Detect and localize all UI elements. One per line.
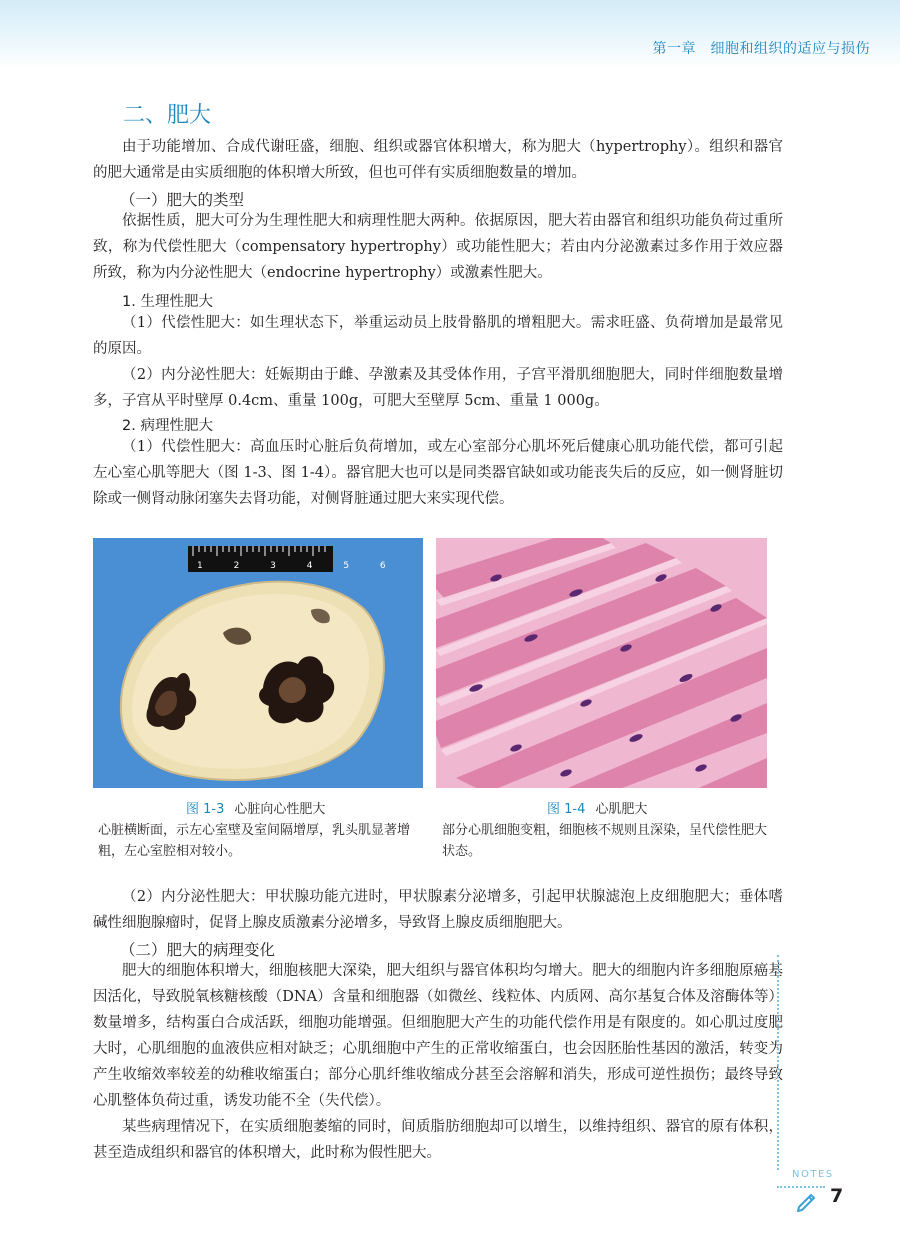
physio-item-2: （2）内分泌性肥大：妊娠期由于雌、孕激素及其受体作用，子宫平滑肌细胞肥大，同时伴细胞数量增多，子宫从平时壁厚 0.4cm、重量 100g，可肥大至壁厚 5cm、重量 1 000g。 — [93, 367, 783, 409]
figure-1-4-caption: 部分心肌细胞变粗，细胞核不规则且深染，呈代偿性肥大状态。 — [442, 823, 768, 859]
figure-1-3-title — [186, 798, 325, 817]
physio-heading: 1. 生理性肥大 — [122, 294, 213, 310]
changes-paragraph-1: 肥大的细胞体积增大，细胞核肥大深染，肥大组织与器官体积均匀增大。肥大的细胞内许多细胞原癌基因活化，导致脱氧核糖核酸（DNA）含量和细胞器（如微丝、线粒体、内质网、高尔基复合体及溶酶体等）数量增多，结构蛋白合成活跃，细胞功能增强。但细胞肥大产生的功能代偿作用是有限度的。如心肌过度肥大时，心肌细胞的血液供应相对缺乏；心肌细胞中产生的正常收缩蛋白，也会因胚胎性基因的激活，转变为产生收缩效率较差的幼稚收缩蛋白；部分心肌纤维收缩成分甚至会溶解和消失，形成可逆性损伤；最终导致心肌整体负荷过重，诱发功能不全（失代偿）。 — [93, 963, 783, 1109]
section-intro: 由于功能增加、合成代谢旺盛，细胞、组织或器官体积增大，称为肥大（hypertrophy）。组织和器官的肥大通常是由实质细胞的体积增大所致，但也可伴有实质细胞数量的增加。 — [93, 139, 783, 181]
types-intro: 依据性质，肥大可分为生理性肥大和病理性肥大两种。依据原因，肥大若由器官和组织功能负荷过重所致，称为代偿性肥大（compensatory hypertrophy）或功能性肥大；若由内分泌激素过多作用于效应器所致，称为内分泌性肥大（endocrine hypertrophy）或激素性肥大。 — [93, 213, 783, 281]
myocardium-histology-image — [436, 538, 767, 788]
figure-1-3-caption: 心脏横断面，示左心室壁及室间隔增厚，乳头肌显著增粗，左心室腔相对较小。 — [98, 823, 411, 859]
figure-1-4-number: 图 1-4 — [547, 802, 586, 817]
pen-icon — [795, 1189, 819, 1217]
changes-heading: （二）肥大的病理变化 — [120, 941, 276, 959]
patho-item-1: （1）代偿性肥大：高血压时心脏后负荷增加，或左心室部分心肌坏死后健康心肌功能代偿，都可引起左心室心肌等肥大（图 1-3、图 1-4）。器官肥大也可以是同类器官缺如或功能丧失后的反应，如一侧肾脏切除或一侧肾动脉闭塞失去肾功能，对侧肾脏通过肥大来实现代偿。 — [93, 439, 783, 507]
figure-1-4-title — [547, 798, 647, 817]
notes-margin-line — [777, 955, 779, 1170]
types-heading: （一）肥大的类型 — [120, 191, 245, 209]
page-number: 7 — [830, 1185, 844, 1207]
patho-item-2: （2）内分泌性肥大：甲状腺功能亢进时，甲状腺素分泌增多，引起甲状腺滤泡上皮细胞肥大；垂体嗜碱性细胞腺瘤时，促肾上腺皮质激素分泌增多，导致肾上腺皮质细胞肥大。 — [93, 889, 783, 931]
heart-cross-section-image — [93, 538, 423, 788]
chapter-title: 第一章 细胞和组织的适应与损伤 — [652, 41, 870, 57]
physio-item-1: （1）代偿性肥大：如生理状态下，举重运动员上肢骨骼肌的增粗肥大。需求旺盛、负荷增加是最常见的原因。 — [93, 315, 783, 357]
notes-label: NOTES — [792, 1169, 834, 1180]
patho-heading: 2. 病理性肥大 — [122, 418, 213, 434]
changes-paragraph-2: 某些病理情况下，在实质细胞萎缩的同时，间质脂肪细胞却可以增生，以维持组织、器官的原有体积，甚至造成组织和器官的体积增大，此时称为假性肥大。 — [93, 1119, 783, 1161]
section-title: 二、肥大 — [123, 103, 212, 128]
figure-1-4-name: 心肌肥大 — [595, 802, 648, 817]
notes-divider — [777, 1186, 825, 1188]
ruler-digits: 1 2 3 4 5 6 — [197, 561, 400, 571]
figure-1-3-number: 图 1-3 — [186, 802, 225, 817]
figure-1-3-name: 心脏向心性肥大 — [234, 802, 326, 817]
